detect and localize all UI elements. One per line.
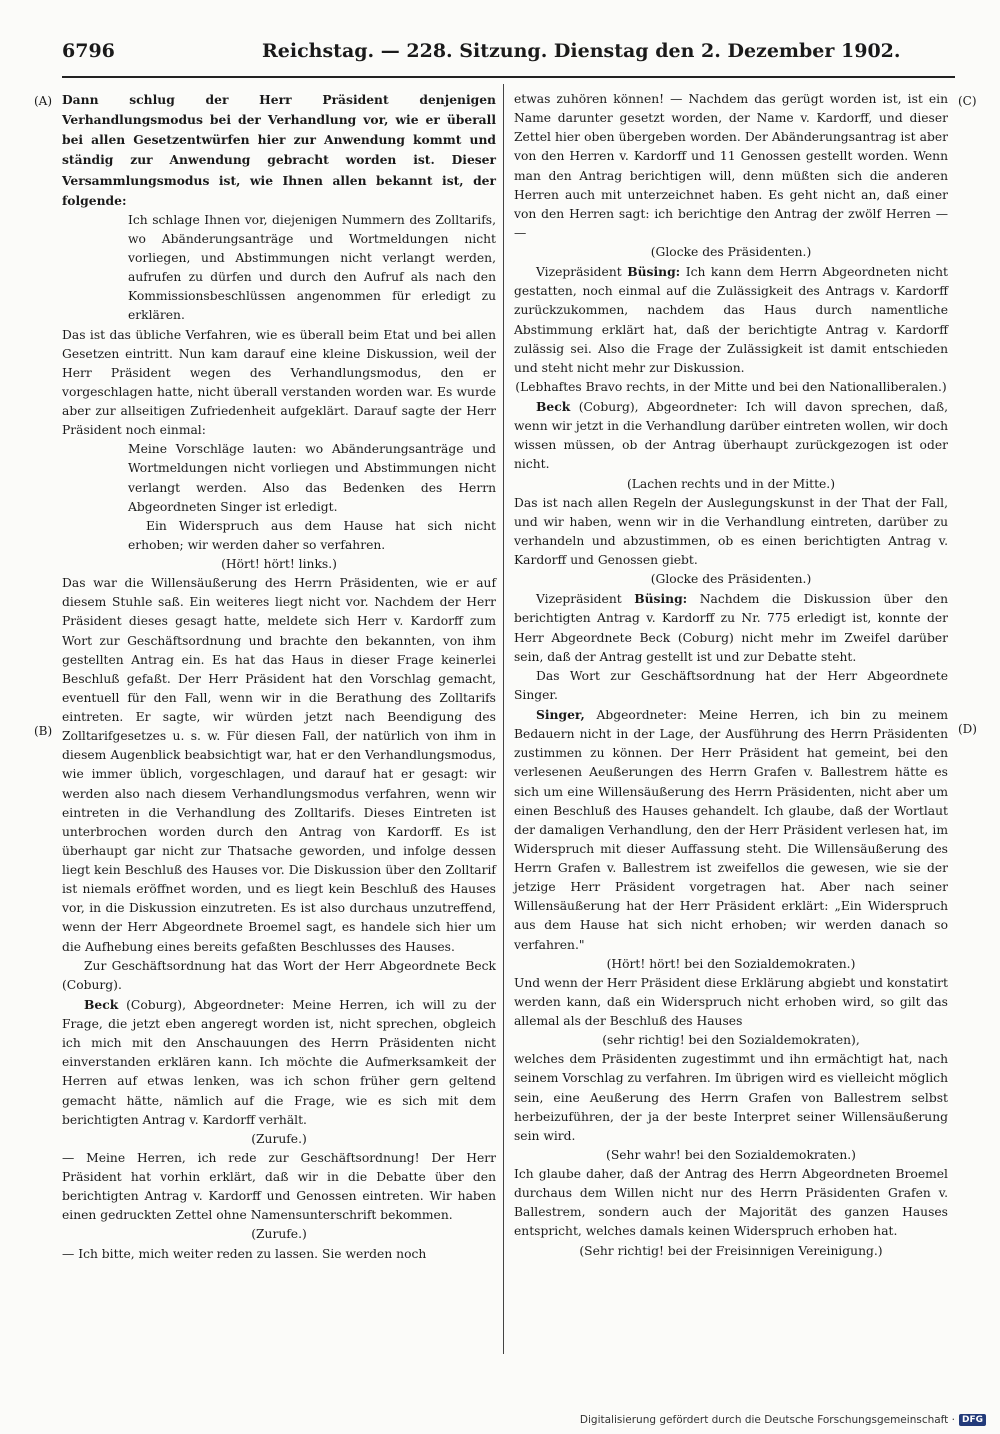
interjection: (Sehr wahr! bei den Sozialdemokraten.) <box>606 1147 856 1162</box>
paragraph: Das ist nach allen Regeln der Auslegungskunst in der That der Fall, und wir haben, wenn wir in die Verhandlung eintreten, darüber zu verhandeln und abzustimmen, ob es einen berichtigten Antrag v. Kardorff und Genossen giebt. <box>514 495 948 567</box>
speaker-paragraph: Vizepräsident Büsing: Ich kann dem Herrn Abgeordneten nicht gestatten, noch einmal auf die Zulässigkeit des Antrags v. Kardorff zurückzukommen, nachdem das Haus durch namentliche Abstimmung erklärt hat, daß der berichtigte Antrag v. Kardorff zulässig sei. Also die Frage der Zulässigkeit ist damit entschieden und steht nicht mehr zur Diskussion. <box>514 264 948 375</box>
interjection: (sehr richtig! bei den Sozialdemokraten), <box>602 1033 860 1048</box>
left-column <box>62 90 496 1264</box>
paragraph: Das war die Willensäußerung des Herrn Präsidenten, wie er auf diesem Stuhle saß. Ein weiteres liegt nicht vor. Nachdem der Herr Präsident dieses gesagt hatte, meldete sich Herr v. Kardorff zum Wort zur Geschäftsordnung und brachte den bekannten, von ihm gestellten Antrag ein. Es hat das Haus in dieser Frage keinerlei Beschluß gefaßt. Der Herr Präsident hat den Vorschlag gemacht, eventuell für den Fall, wenn wir in die Berathung des Zolltarifs eintreten. Er sagte, wir würden jetzt nach Beendigung des Zolltarifgesetzes u. s. w. Für diesen Fall, der natürlich von ihm in diesem Augenblick beabsichtigt war, hat er den Verhandlungsmodus, wie immer üblich, vorgeschlagen, und darauf hat er gesagt: wir werden also nach diesem Verhandlungsmodus verfahren, wenn wir eintreten in die Verhandlung des Zolltarifs. Dieses Eintreten ist unterbrochen worden durch den Antrag von Kardorff. Es ist überhaupt gar nicht zur Thatsache geworden, und infolge dessen liegt kein Beschluß des Hauses vor. Die Diskussion über den Zolltarif ist niemals eröffnet worden, und es liegt kein Beschluß des Hauses vor, in die Diskussion einzutreten. Es ist also durchaus unzutreffend, wenn der Herr Abgeordnete Broemel sagt, es handele sich hier um die Aufhebung eines bereits gefaßten Beschlusses des Hauses. <box>62 576 496 954</box>
paragraph: Zur Geschäftsordnung hat das Wort der Herr Abgeordnete Beck (Coburg). <box>62 958 496 992</box>
credit-text: Digitalisierung gefördert durch die Deutsche Forschungsgemeinschaft · <box>579 1414 955 1426</box>
margin-marker-a: (A) <box>34 94 53 108</box>
interjection: (Hört! hört! bei den Sozialdemokraten.) <box>606 956 856 971</box>
interjection: (Glocke des Präsidenten.) <box>650 245 812 259</box>
quotation: Meine Vorschläge lauten: wo Abänderungsanträge und Wortmeldungen nicht vorliegen und Abstimmungen nicht verlangt werden. Also das Bedenken des Herrn Abgeordneten Singer ist erledigt. <box>128 442 496 514</box>
speaker-name: Büsing: <box>627 264 681 280</box>
interjection: (Lebhaftes Bravo rechts, in der Mitte und bei den Nationalliberalen.) <box>515 379 947 394</box>
margin-marker-c: (C) <box>958 94 977 108</box>
paragraph: Das Wort zur Geschäftsordnung hat der Herr Abgeordnete Singer. <box>514 668 948 702</box>
speaker-name: Singer, <box>536 707 585 722</box>
paragraph: Und wenn der Herr Präsident diese Erklärung abgiebt und konstatirt werden kann, daß ein Widerspruch nicht erhoben wird, so gilt das allemal als der Beschluß des Hauses <box>514 975 948 1028</box>
header-rule <box>62 76 955 78</box>
interjection: (Zurufe.) <box>251 1227 307 1242</box>
speaker-paragraph: Beck (Coburg), Abgeordneter: Ich will davon sprechen, daß, wenn wir jetzt in die Verhandlung darüber eintreten wollen, wir doch wissen müssen, ob der Antrag überhaupt zurückgezogen ist oder nicht. <box>514 399 948 472</box>
speaker-name: Büsing: <box>634 591 688 607</box>
paragraph: Das ist das übliche Verfahren, wie es überall beim Etat und bei allen Gesetzen eintritt. Nun kam darauf eine kleine Diskussion, weil der Herr Präsident wegen des Verhandlungsmodus, den er vorgeschlagen hatte, nicht überall verstanden worden war. Es wurde aber zur allseitigen Zufriedenheit aufgeklärt. Darauf sagte der Herr Präsident noch einmal: <box>62 327 496 438</box>
margin-marker-d: (D) <box>958 722 977 736</box>
right-column <box>514 90 948 1261</box>
running-title: Reichstag. — 228. Sitzung. Dienstag den 2. Dezember 1902. <box>262 40 901 62</box>
margin-marker-b: (B) <box>34 724 53 738</box>
digitization-credit <box>580 1414 986 1426</box>
interjection: (Zurufe.) <box>251 1131 307 1146</box>
speaker-name: Beck <box>84 996 119 1012</box>
paragraph: Dann schlug der Herr Präsident denjenigen Verhandlungsmodus bei der Verhandlung vor, wie er überall bei allen Gesetzentwürfen hier zur Anwendung kommt und ständig zur Anwendung gebracht worden ist. Dieser Versammlungsmodus ist, wie Ihnen allen bekannt ist, der folgende: <box>62 92 496 208</box>
speaker-name: Beck <box>536 399 571 414</box>
speaker-paragraph: Beck (Coburg), Abgeordneter: Meine Herren, ich will zu der Frage, die jetzt eben angeregt worden ist, nicht sprechen, obgleich ich mich mit den Anschauungen des Herrn Präsidenten nicht einverstanden erklären kann. Ich möchte die Aufmerksamkeit der Herren auf etwas lenken, was ich schon früher gern geltend gemacht hätte, nämlich auf die Frage, wie es sich mit dem berichtigten Antrag v. Kardorff verhält. <box>62 996 496 1127</box>
column-divider <box>503 84 504 1354</box>
paragraph: etwas zuhören können! — Nachdem das gerügt worden ist, ist ein Name darunter gesetzt worden, der Name v. Kardorff, und dieser Zettel hier oben übergeben worden. Der Abänderungsantrag ist aber von den Herren v. Kardorff und 11 Genossen gestellt worden. Wenn man den Antrag berichtigen will, denn müßten sich die anderen Herren auch mit unterzeichnet haben. Es geht nicht an, daß einer von den Herren sagt: ich berichtige den Antrag der zwölf Herren — — <box>514 92 948 240</box>
interjection: (Sehr richtig! bei der Freisinnigen Vereinigung.) <box>579 1243 883 1258</box>
page-number: 6796 <box>62 40 115 62</box>
quotation: Ein Widerspruch aus dem Hause hat sich nicht erhoben; wir werden daher so verfahren. <box>128 518 496 552</box>
paragraph: — Meine Herren, ich rede zur Geschäftsordnung! Der Herr Präsident hat vorhin erklärt, daß wir in die Debatte über den berichtigten Antrag v. Kardorff und Genossen eintreten. Wir haben einen gedruckten Zettel ohne Namensunterschrift bekommen. <box>62 1150 496 1223</box>
interjection: (Lachen rechts und in der Mitte.) <box>626 476 836 491</box>
speaker-paragraph: Vizepräsident Büsing: Nachdem die Diskussion über den berichtigten Antrag v. Kardorff zu Nr. 775 erledigt ist, konnte der Herr Abgeordnete Beck (Coburg) nicht mehr im Zweifel darüber sein, daß der Antrag gestellt ist und zur Debatte steht. <box>514 591 948 664</box>
paragraph: welches dem Präsidenten zugestimmt und ihn ermächtigt hat, nach seinem Vorschlag zu verfahren. Im übrigen wird es vielleicht möglich sein, eine Aeußerung des Herrn Grafen von Ballestrem selbst herbeizuführen, der ja der beste Interpret seiner Willensäußerung sein wird. <box>514 1052 948 1143</box>
paragraph: — Ich bitte, mich weiter reden zu lassen. Sie werden noch <box>62 1246 427 1261</box>
interjection: (Hört! hört! links.) <box>221 557 337 571</box>
page-header <box>62 40 952 66</box>
speaker-paragraph: Singer, Abgeordneter: Meine Herren, ich bin zu meinem Bedauern nicht in der Lage, der Ausführung des Herrn Präsidenten zustimmen zu können. Der Herr Präsident hat gemeint, bei den verlesenen Aeußerungen des Herrn Grafen v. Ballestrem hätte es sich um eine Willensäußerung des Herrn Präsidenten, nicht aber um einen Beschluß des Hauses gehandelt. Ich glaube, daß der Wortlaut der damaligen Verhandlung, den der Herr Präsident verlesen hat, im Widerspruch mit dieser Auffassung steht. Die Willensäußerung des Herrn Grafen v. Ballestrem ist zweifellos die gewesen, wie sie der jetzige Herr Präsident vorgetragen hat. Aber nach seiner Willensäußerung hat der Herr Präsident erklärt: „Ein Widerspruch aus dem Hause hat sich nicht erhoben; wir werden danach so verfahren." <box>514 707 948 952</box>
paragraph: Ich glaube daher, daß der Antrag des Herrn Abgeordneten Broemel durchaus dem Willen nicht nur des Herrn Präsidenten Grafen v. Ballestrem, sondern auch der Majorität des ganzen Hauses entspricht, welches damals keinen Widerspruch erhoben hat. <box>514 1167 948 1239</box>
dfg-logo-icon: DFG <box>959 1414 986 1426</box>
interjection: (Glocke des Präsidenten.) <box>650 572 812 587</box>
quotation: Ich schlage Ihnen vor, diejenigen Nummern des Zolltarifs, wo Abänderungsanträge und Wortmeldungen nicht vorliegen, und Abstimmungen nicht verlangt werden, aufrufen zu dürfen und durch den Aufruf als nach den Kommissionsbeschlüssen angenommen für erledigt zu erklären. <box>128 212 496 323</box>
